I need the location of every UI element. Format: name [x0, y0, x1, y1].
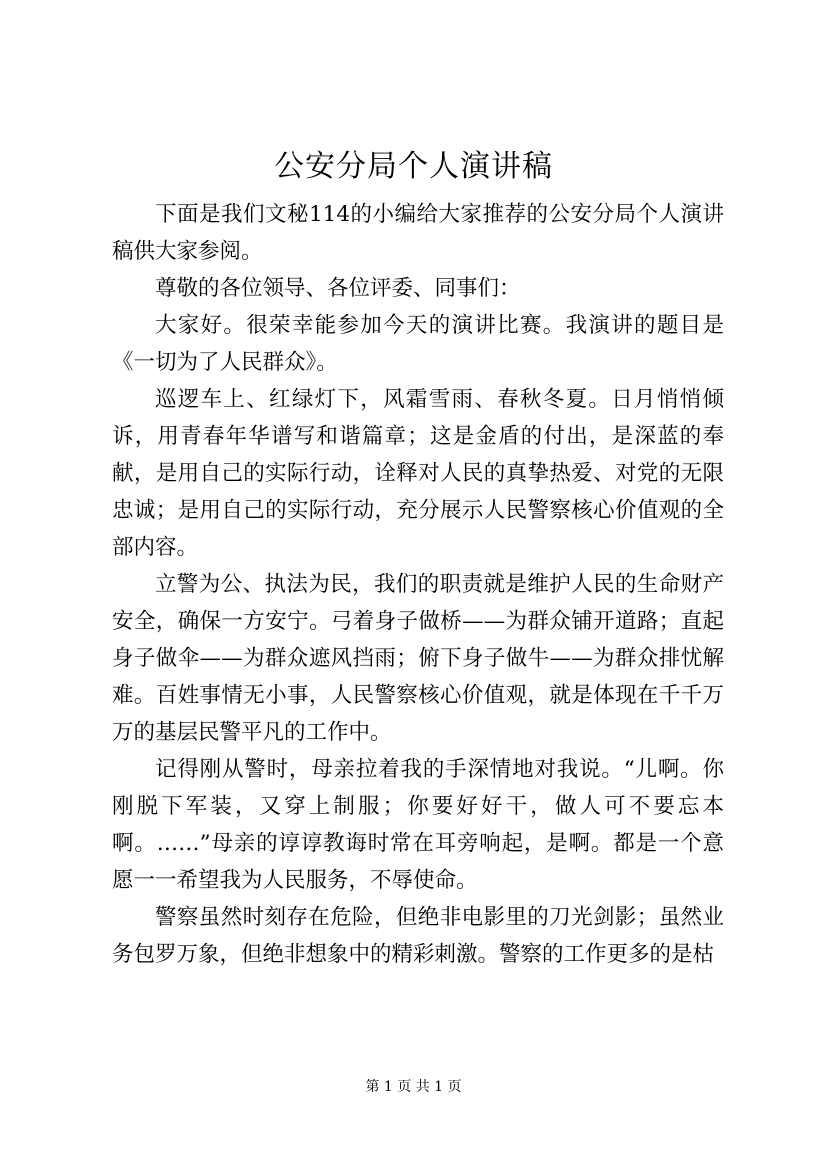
paragraph-duty: 立警为公、执法为民，我们的职责就是维护人民的生命财产安全，确保一方安宁。弓着身子做桥——为群众铺开道路；直起身子做伞——为群众遮风挡雨；俯下身子做牛——为群众排忧解难。百姓事情无小事，人民警察核心价值观，就是体现在千千万万的基层民警平凡的工作中。	[112, 572, 724, 745]
document-title: 公安分局个人演讲稿	[274, 149, 553, 184]
paragraph-salutation: 尊敬的各位领导、各位评委、同事们：	[155, 276, 521, 301]
paragraph-danger: 警察虽然时刻存在危险，但绝非电影里的刀光剑影；虽然业务包罗万象，但绝非想象中的精彩刺激。警察的工作更多的是枯	[112, 905, 724, 967]
paragraph-mother: 记得刚从警时，母亲拉着我的手深情地对我说。“儿啊。你刚脱下军装，又穿上制服；你要好好干，做人可不要忘本啊。……”母亲的谆谆教诲时常在耳旁响起，是啊。都是一个意愿一一希望我为人民服务，不辱使命。	[112, 757, 724, 893]
page-footer: 第 1 页 共 1 页	[365, 1079, 462, 1095]
paragraph-patrol: 巡逻车上、红绿灯下，风霜雪雨、春秋冬夏。日月悄悄倾诉，用青春年华谱写和谐篇章；这是金盾的付出，是深蓝的奉献，是用自己的实际行动，诠释对人民的真挚热爱、对党的无限忠诚；是用自己的实际行动，充分展示人民警察核心价值观的全部内容。	[112, 387, 724, 560]
document-body	[112, 196, 724, 973]
paragraph-intro: 下面是我们文秘114的小编给大家推荐的公安分局个人演讲稿供大家参阅。	[112, 202, 724, 264]
paragraph-greeting: 大家好。很荣幸能参加今天的演讲比赛。我演讲的题目是《一切为了人民群众》。	[112, 313, 724, 375]
